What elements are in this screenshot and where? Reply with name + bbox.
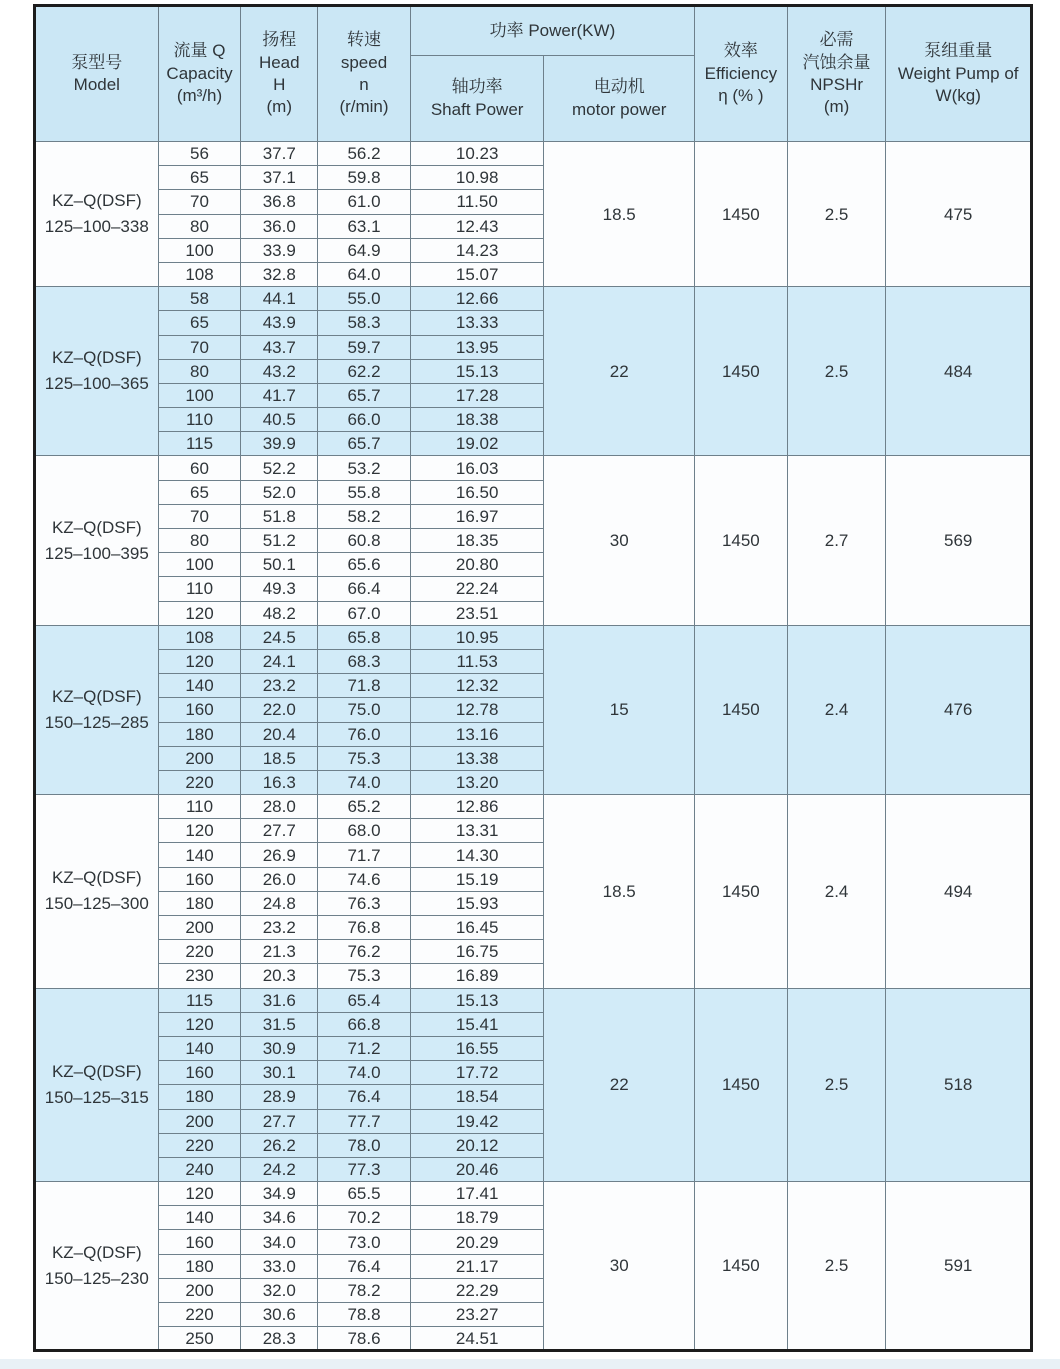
capacity-cell: 120 bbox=[158, 819, 241, 843]
capacity-cell: 120 bbox=[158, 1182, 241, 1206]
efficiency-cell: 1450 bbox=[695, 142, 788, 287]
shaft-power-cell: 19.42 bbox=[410, 1109, 544, 1133]
model-line: KZ–Q(DSF) bbox=[51, 191, 142, 211]
header-efficiency-zh: 效率 bbox=[723, 41, 758, 61]
shaft-power-cell: 16.97 bbox=[410, 504, 544, 528]
shaft-power-cell: 13.20 bbox=[410, 770, 544, 794]
capacity-cell: 140 bbox=[158, 674, 241, 698]
motor-power-cell: 30 bbox=[544, 456, 695, 625]
head-cell: 32.8 bbox=[241, 262, 318, 286]
capacity-cell: 80 bbox=[158, 214, 241, 238]
speed-cell: 65.7 bbox=[318, 383, 411, 407]
header-power-group: 功率 Power(KW) bbox=[410, 6, 694, 56]
capacity-cell: 180 bbox=[158, 1254, 241, 1278]
shaft-power-cell: 20.12 bbox=[410, 1133, 544, 1157]
head-cell: 18.5 bbox=[241, 746, 318, 770]
capacity-cell: 65 bbox=[158, 311, 241, 335]
shaft-power-cell: 16.55 bbox=[410, 1036, 544, 1060]
shaft-power-cell: 17.41 bbox=[410, 1182, 544, 1206]
shaft-power-cell: 13.31 bbox=[410, 819, 544, 843]
capacity-cell: 56 bbox=[158, 142, 241, 166]
head-cell: 40.5 bbox=[241, 408, 318, 432]
shaft-power-cell: 10.95 bbox=[410, 625, 544, 649]
capacity-cell: 108 bbox=[158, 625, 241, 649]
speed-cell: 68.0 bbox=[318, 819, 411, 843]
speed-cell: 59.7 bbox=[318, 335, 411, 359]
efficiency-cell: 1450 bbox=[695, 287, 788, 456]
speed-cell: 60.8 bbox=[318, 529, 411, 553]
capacity-cell: 200 bbox=[158, 1109, 241, 1133]
header-capacity-en: Capacity bbox=[166, 63, 233, 83]
table-body bbox=[35, 142, 1032, 1351]
speed-cell: 76.0 bbox=[318, 722, 411, 746]
shaft-power-cell: 13.33 bbox=[410, 311, 544, 335]
efficiency-cell: 1450 bbox=[695, 1182, 788, 1351]
head-cell: 31.6 bbox=[241, 988, 318, 1012]
speed-cell: 78.8 bbox=[318, 1303, 411, 1327]
shaft-power-cell: 14.30 bbox=[410, 843, 544, 867]
table-row bbox=[35, 456, 1032, 480]
speed-cell: 78.0 bbox=[318, 1133, 411, 1157]
shaft-power-cell: 19.02 bbox=[410, 432, 544, 456]
capacity-cell: 65 bbox=[158, 166, 241, 190]
header-capacity-unit: (m³/h) bbox=[176, 86, 223, 106]
shaft-power-cell: 15.13 bbox=[410, 359, 544, 383]
head-cell: 21.3 bbox=[241, 940, 318, 964]
table-row bbox=[35, 988, 1032, 1012]
speed-cell: 63.1 bbox=[318, 214, 411, 238]
model-line: KZ–Q(DSF) bbox=[51, 348, 142, 368]
pump-spec-table-wrap bbox=[33, 4, 1033, 1352]
weight-cell: 518 bbox=[886, 988, 1032, 1182]
head-cell: 31.5 bbox=[241, 1012, 318, 1036]
npshr-cell: 2.5 bbox=[787, 142, 886, 287]
model-line: 125–100–365 bbox=[44, 374, 149, 394]
head-cell: 23.2 bbox=[241, 916, 318, 940]
capacity-cell: 160 bbox=[158, 698, 241, 722]
head-cell: 37.7 bbox=[241, 142, 318, 166]
head-cell: 49.3 bbox=[241, 577, 318, 601]
motor-power-cell: 18.5 bbox=[544, 142, 695, 287]
capacity-cell: 120 bbox=[158, 1012, 241, 1036]
shaft-power-cell: 16.45 bbox=[410, 916, 544, 940]
shaft-power-cell: 16.89 bbox=[410, 964, 544, 988]
speed-cell: 76.8 bbox=[318, 916, 411, 940]
weight-cell: 591 bbox=[886, 1182, 1032, 1351]
npshr-cell: 2.4 bbox=[787, 795, 886, 989]
head-cell: 34.9 bbox=[241, 1182, 318, 1206]
head-cell: 50.1 bbox=[241, 553, 318, 577]
model-cell bbox=[35, 142, 159, 287]
header-head-unit: (m) bbox=[266, 97, 292, 117]
shaft-power-cell: 11.53 bbox=[410, 649, 544, 673]
capacity-cell: 220 bbox=[158, 940, 241, 964]
head-cell: 43.2 bbox=[241, 359, 318, 383]
model-cell bbox=[35, 287, 159, 456]
table-row bbox=[35, 795, 1032, 819]
npshr-cell: 2.5 bbox=[787, 287, 886, 456]
header-speed-symbol: n bbox=[359, 75, 369, 94]
speed-cell: 76.4 bbox=[318, 1254, 411, 1278]
head-cell: 52.2 bbox=[241, 456, 318, 480]
speed-cell: 71.7 bbox=[318, 843, 411, 867]
shaft-power-cell: 11.50 bbox=[410, 190, 544, 214]
capacity-cell: 58 bbox=[158, 287, 241, 311]
shaft-power-cell: 16.50 bbox=[410, 480, 544, 504]
head-cell: 48.2 bbox=[241, 601, 318, 625]
speed-cell: 77.3 bbox=[318, 1157, 411, 1181]
table-header bbox=[35, 6, 1032, 142]
header-weight bbox=[886, 6, 1032, 142]
speed-cell: 76.4 bbox=[318, 1085, 411, 1109]
shaft-power-cell: 15.07 bbox=[410, 262, 544, 286]
speed-cell: 64.0 bbox=[318, 262, 411, 286]
speed-cell: 71.8 bbox=[318, 674, 411, 698]
capacity-cell: 110 bbox=[158, 408, 241, 432]
npshr-cell: 2.5 bbox=[787, 988, 886, 1182]
head-cell: 41.7 bbox=[241, 383, 318, 407]
weight-cell: 569 bbox=[886, 456, 1032, 625]
head-cell: 52.0 bbox=[241, 480, 318, 504]
shaft-power-cell: 17.28 bbox=[410, 383, 544, 407]
capacity-cell: 115 bbox=[158, 432, 241, 456]
header-npshr-zh1: 必需 bbox=[819, 30, 854, 50]
speed-cell: 65.8 bbox=[318, 625, 411, 649]
shaft-power-cell: 16.03 bbox=[410, 456, 544, 480]
npshr-cell: 2.5 bbox=[787, 1182, 886, 1351]
speed-cell: 77.7 bbox=[318, 1109, 411, 1133]
capacity-cell: 100 bbox=[158, 238, 241, 262]
shaft-power-cell: 15.19 bbox=[410, 867, 544, 891]
speed-cell: 58.2 bbox=[318, 504, 411, 528]
capacity-cell: 160 bbox=[158, 867, 241, 891]
header-model bbox=[35, 6, 159, 142]
model-cell bbox=[35, 1182, 159, 1351]
speed-cell: 76.2 bbox=[318, 940, 411, 964]
capacity-cell: 110 bbox=[158, 577, 241, 601]
speed-cell: 74.0 bbox=[318, 770, 411, 794]
capacity-cell: 80 bbox=[158, 529, 241, 553]
head-cell: 44.1 bbox=[241, 287, 318, 311]
speed-cell: 55.0 bbox=[318, 287, 411, 311]
header-speed-en: speed bbox=[340, 52, 388, 72]
header-npshr bbox=[787, 6, 886, 142]
head-cell: 24.8 bbox=[241, 891, 318, 915]
speed-cell: 64.9 bbox=[318, 238, 411, 262]
table-row bbox=[35, 625, 1032, 649]
shaft-power-cell: 12.43 bbox=[410, 214, 544, 238]
speed-cell: 74.0 bbox=[318, 1061, 411, 1085]
head-cell: 30.6 bbox=[241, 1303, 318, 1327]
table-row bbox=[35, 1182, 1032, 1206]
header-capacity-zh: 流量 Q bbox=[173, 41, 226, 61]
header-npshr-unit: (m) bbox=[823, 97, 850, 117]
head-cell: 39.9 bbox=[241, 432, 318, 456]
header-shaft-power bbox=[410, 56, 544, 142]
speed-cell: 78.6 bbox=[318, 1327, 411, 1351]
header-speed-unit: (r/min) bbox=[339, 97, 389, 117]
weight-cell: 475 bbox=[886, 142, 1032, 287]
capacity-cell: 70 bbox=[158, 190, 241, 214]
speed-cell: 65.6 bbox=[318, 553, 411, 577]
speed-cell: 53.2 bbox=[318, 456, 411, 480]
shaft-power-cell: 12.66 bbox=[410, 287, 544, 311]
capacity-cell: 180 bbox=[158, 722, 241, 746]
capacity-cell: 160 bbox=[158, 1230, 241, 1254]
shaft-power-cell: 24.51 bbox=[410, 1327, 544, 1351]
model-line: KZ–Q(DSF) bbox=[51, 686, 142, 706]
capacity-cell: 250 bbox=[158, 1327, 241, 1351]
header-speed-zh: 转速 bbox=[347, 30, 381, 50]
model-cell bbox=[35, 795, 159, 989]
model-line: KZ–Q(DSF) bbox=[51, 1242, 142, 1262]
shaft-power-cell: 10.98 bbox=[410, 166, 544, 190]
efficiency-cell: 1450 bbox=[695, 456, 788, 625]
header-capacity bbox=[158, 6, 241, 142]
capacity-cell: 230 bbox=[158, 964, 241, 988]
capacity-cell: 108 bbox=[158, 262, 241, 286]
shaft-power-cell: 15.93 bbox=[410, 891, 544, 915]
head-cell: 23.2 bbox=[241, 674, 318, 698]
speed-cell: 66.4 bbox=[318, 577, 411, 601]
head-cell: 26.0 bbox=[241, 867, 318, 891]
shaft-power-cell: 23.27 bbox=[410, 1303, 544, 1327]
speed-cell: 65.4 bbox=[318, 988, 411, 1012]
table-row bbox=[35, 287, 1032, 311]
speed-cell: 55.8 bbox=[318, 480, 411, 504]
model-cell bbox=[35, 988, 159, 1182]
head-cell: 34.6 bbox=[241, 1206, 318, 1230]
efficiency-cell: 1450 bbox=[695, 625, 788, 794]
capacity-cell: 110 bbox=[158, 795, 241, 819]
shaft-power-cell: 20.29 bbox=[410, 1230, 544, 1254]
head-cell: 51.2 bbox=[241, 529, 318, 553]
capacity-cell: 100 bbox=[158, 553, 241, 577]
header-motor-power bbox=[544, 56, 695, 142]
head-cell: 43.7 bbox=[241, 335, 318, 359]
model-line: KZ–Q(DSF) bbox=[51, 1061, 142, 1081]
capacity-cell: 140 bbox=[158, 843, 241, 867]
speed-cell: 78.2 bbox=[318, 1278, 411, 1302]
model-line: 150–125–230 bbox=[44, 1268, 149, 1288]
shaft-power-cell: 13.95 bbox=[410, 335, 544, 359]
capacity-cell: 120 bbox=[158, 649, 241, 673]
npshr-cell: 2.7 bbox=[787, 456, 886, 625]
table-row bbox=[35, 142, 1032, 166]
weight-cell: 494 bbox=[886, 795, 1032, 989]
header-head-symbol: H bbox=[273, 75, 286, 94]
capacity-cell: 115 bbox=[158, 988, 241, 1012]
speed-cell: 66.0 bbox=[318, 408, 411, 432]
head-cell: 36.8 bbox=[241, 190, 318, 214]
shaft-power-cell: 16.75 bbox=[410, 940, 544, 964]
speed-cell: 67.0 bbox=[318, 601, 411, 625]
head-cell: 33.9 bbox=[241, 238, 318, 262]
speed-cell: 65.2 bbox=[318, 795, 411, 819]
capacity-cell: 180 bbox=[158, 1085, 241, 1109]
speed-cell: 70.2 bbox=[318, 1206, 411, 1230]
model-line: 150–125–285 bbox=[44, 712, 149, 732]
speed-cell: 65.5 bbox=[318, 1182, 411, 1206]
capacity-cell: 70 bbox=[158, 335, 241, 359]
head-cell: 43.9 bbox=[241, 311, 318, 335]
shaft-power-cell: 22.24 bbox=[410, 577, 544, 601]
shaft-power-cell: 18.38 bbox=[410, 408, 544, 432]
model-line: KZ–Q(DSF) bbox=[51, 868, 142, 888]
head-cell: 24.2 bbox=[241, 1157, 318, 1181]
capacity-cell: 140 bbox=[158, 1206, 241, 1230]
header-weight-unit: W(kg) bbox=[935, 86, 981, 106]
shaft-power-cell: 12.86 bbox=[410, 795, 544, 819]
below-table-strip bbox=[0, 1359, 1060, 1369]
motor-power-cell: 18.5 bbox=[544, 795, 695, 989]
head-cell: 36.0 bbox=[241, 214, 318, 238]
header-motor-power-zh: 电动机 bbox=[593, 77, 645, 97]
capacity-cell: 200 bbox=[158, 746, 241, 770]
shaft-power-cell: 12.78 bbox=[410, 698, 544, 722]
head-cell: 32.0 bbox=[241, 1278, 318, 1302]
speed-cell: 73.0 bbox=[318, 1230, 411, 1254]
shaft-power-cell: 23.51 bbox=[410, 601, 544, 625]
head-cell: 28.3 bbox=[241, 1327, 318, 1351]
capacity-cell: 140 bbox=[158, 1036, 241, 1060]
model-line: 125–100–395 bbox=[44, 543, 149, 563]
head-cell: 37.1 bbox=[241, 166, 318, 190]
shaft-power-cell: 17.72 bbox=[410, 1061, 544, 1085]
head-cell: 51.8 bbox=[241, 504, 318, 528]
speed-cell: 59.8 bbox=[318, 166, 411, 190]
header-head bbox=[241, 6, 318, 142]
speed-cell: 75.3 bbox=[318, 746, 411, 770]
header-head-zh: 扬程 bbox=[262, 30, 297, 50]
capacity-cell: 120 bbox=[158, 601, 241, 625]
speed-cell: 66.8 bbox=[318, 1012, 411, 1036]
model-cell bbox=[35, 456, 159, 625]
motor-power-cell: 22 bbox=[544, 287, 695, 456]
capacity-cell: 180 bbox=[158, 891, 241, 915]
speed-cell: 75.3 bbox=[318, 964, 411, 988]
header-model-en: Model bbox=[73, 75, 120, 94]
shaft-power-cell: 18.54 bbox=[410, 1085, 544, 1109]
shaft-power-cell: 14.23 bbox=[410, 238, 544, 262]
capacity-cell: 70 bbox=[158, 504, 241, 528]
capacity-cell: 200 bbox=[158, 916, 241, 940]
head-cell: 28.9 bbox=[241, 1085, 318, 1109]
head-cell: 28.0 bbox=[241, 795, 318, 819]
capacity-cell: 200 bbox=[158, 1278, 241, 1302]
motor-power-cell: 30 bbox=[544, 1182, 695, 1351]
speed-cell: 71.2 bbox=[318, 1036, 411, 1060]
speed-cell: 68.3 bbox=[318, 649, 411, 673]
capacity-cell: 100 bbox=[158, 383, 241, 407]
weight-cell: 484 bbox=[886, 287, 1032, 456]
efficiency-cell: 1450 bbox=[695, 795, 788, 989]
shaft-power-cell: 22.29 bbox=[410, 1278, 544, 1302]
shaft-power-cell: 12.32 bbox=[410, 674, 544, 698]
model-line: 150–125–315 bbox=[44, 1087, 149, 1107]
head-cell: 27.7 bbox=[241, 1109, 318, 1133]
header-shaft-power-en: Shaft Power bbox=[430, 99, 524, 119]
speed-cell: 62.2 bbox=[318, 359, 411, 383]
speed-cell: 56.2 bbox=[318, 142, 411, 166]
pump-spec-table bbox=[33, 4, 1033, 1352]
speed-cell: 65.7 bbox=[318, 432, 411, 456]
header-efficiency-symbol: η (% ) bbox=[718, 86, 764, 106]
head-cell: 33.0 bbox=[241, 1254, 318, 1278]
shaft-power-cell: 13.16 bbox=[410, 722, 544, 746]
motor-power-cell: 15 bbox=[544, 625, 695, 794]
capacity-cell: 240 bbox=[158, 1157, 241, 1181]
npshr-cell: 2.4 bbox=[787, 625, 886, 794]
header-weight-en: Weight Pump of bbox=[897, 63, 1019, 83]
shaft-power-cell: 21.17 bbox=[410, 1254, 544, 1278]
head-cell: 26.2 bbox=[241, 1133, 318, 1157]
header-npshr-zh2: 汽蚀余量 bbox=[802, 52, 871, 72]
shaft-power-cell: 20.80 bbox=[410, 553, 544, 577]
head-cell: 16.3 bbox=[241, 770, 318, 794]
shaft-power-cell: 18.35 bbox=[410, 529, 544, 553]
speed-cell: 75.0 bbox=[318, 698, 411, 722]
header-efficiency bbox=[695, 6, 788, 142]
shaft-power-cell: 10.23 bbox=[410, 142, 544, 166]
header-efficiency-en: Efficiency bbox=[704, 63, 778, 83]
capacity-cell: 65 bbox=[158, 480, 241, 504]
head-cell: 34.0 bbox=[241, 1230, 318, 1254]
shaft-power-cell: 20.46 bbox=[410, 1157, 544, 1181]
header-motor-power-en: motor power bbox=[571, 99, 667, 119]
header-head-en: Head bbox=[258, 52, 300, 72]
capacity-cell: 160 bbox=[158, 1061, 241, 1085]
speed-cell: 61.0 bbox=[318, 190, 411, 214]
shaft-power-cell: 18.79 bbox=[410, 1206, 544, 1230]
model-line: 125–100–338 bbox=[44, 217, 149, 237]
speed-cell: 76.3 bbox=[318, 891, 411, 915]
head-cell: 30.1 bbox=[241, 1061, 318, 1085]
model-cell bbox=[35, 625, 159, 794]
speed-cell: 58.3 bbox=[318, 311, 411, 335]
shaft-power-cell: 15.41 bbox=[410, 1012, 544, 1036]
header-speed bbox=[318, 6, 411, 142]
model-line: KZ–Q(DSF) bbox=[51, 517, 142, 537]
head-cell: 26.9 bbox=[241, 843, 318, 867]
head-cell: 24.5 bbox=[241, 625, 318, 649]
header-model-zh: 泵型号 bbox=[71, 52, 123, 72]
capacity-cell: 220 bbox=[158, 770, 241, 794]
head-cell: 30.9 bbox=[241, 1036, 318, 1060]
motor-power-cell: 22 bbox=[544, 988, 695, 1182]
capacity-cell: 80 bbox=[158, 359, 241, 383]
model-line: 150–125–300 bbox=[44, 894, 149, 914]
speed-cell: 74.6 bbox=[318, 867, 411, 891]
head-cell: 27.7 bbox=[241, 819, 318, 843]
shaft-power-cell: 13.38 bbox=[410, 746, 544, 770]
header-shaft-power-zh: 轴功率 bbox=[451, 77, 503, 97]
header-npshr-en: NPSHr bbox=[810, 75, 864, 94]
efficiency-cell: 1450 bbox=[695, 988, 788, 1182]
head-cell: 22.0 bbox=[241, 698, 318, 722]
head-cell: 24.1 bbox=[241, 649, 318, 673]
head-cell: 20.4 bbox=[241, 722, 318, 746]
weight-cell: 476 bbox=[886, 625, 1032, 794]
capacity-cell: 220 bbox=[158, 1133, 241, 1157]
capacity-cell: 220 bbox=[158, 1303, 241, 1327]
header-weight-zh: 泵组重量 bbox=[924, 41, 993, 61]
head-cell: 20.3 bbox=[241, 964, 318, 988]
capacity-cell: 60 bbox=[158, 456, 241, 480]
shaft-power-cell: 15.13 bbox=[410, 988, 544, 1012]
